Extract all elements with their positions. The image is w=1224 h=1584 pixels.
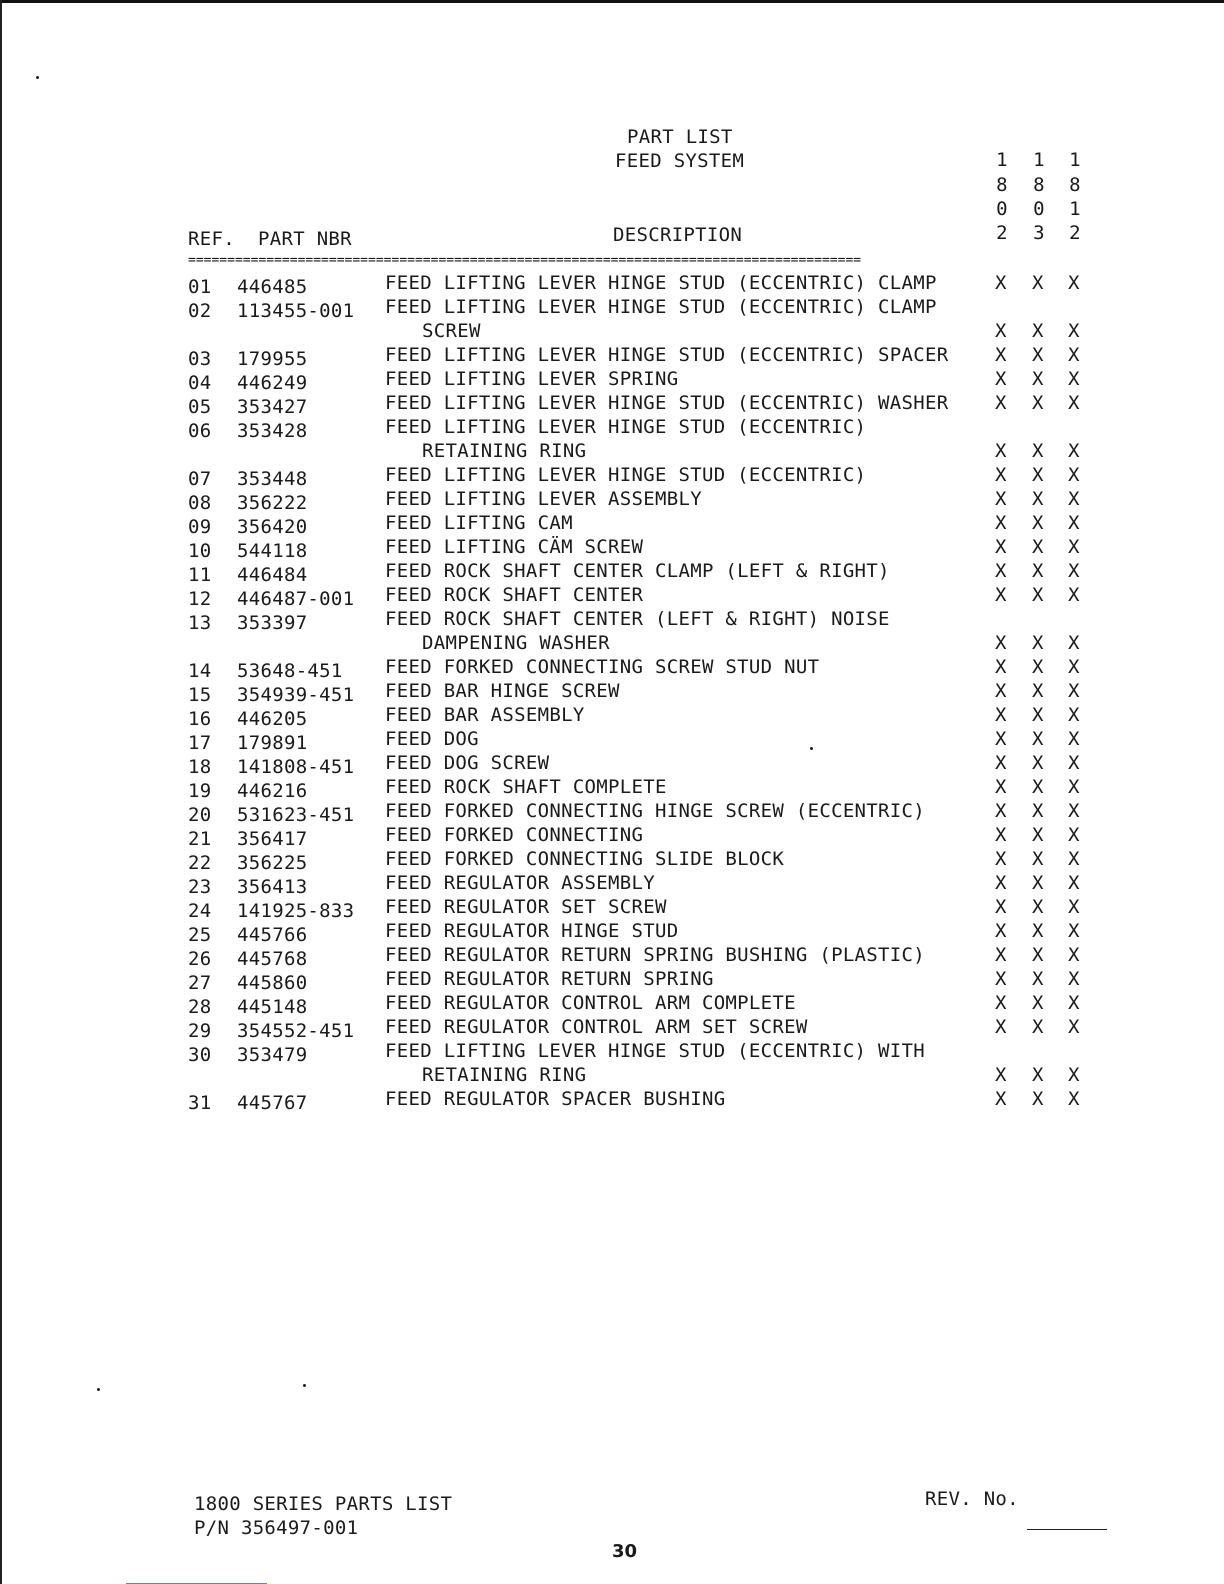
row-model-1812-mark: X bbox=[1068, 1064, 1080, 1086]
row-ref: 01 bbox=[188, 276, 212, 298]
row-description-continued: RETAINING RING bbox=[422, 440, 587, 462]
row-ref: 23 bbox=[188, 876, 212, 898]
row-ref: 26 bbox=[188, 948, 212, 970]
row-ref: 08 bbox=[188, 492, 212, 514]
top-border bbox=[0, 0, 1224, 3]
row-model-1803-mark: X bbox=[1032, 704, 1044, 726]
row-model-1803-mark: X bbox=[1032, 728, 1044, 750]
row-model-1812-mark: X bbox=[1068, 560, 1080, 582]
row-ref: 30 bbox=[188, 1044, 212, 1066]
row-description-continued: SCREW bbox=[422, 320, 481, 342]
row-model-1803-mark: X bbox=[1032, 848, 1044, 870]
row-ref: 10 bbox=[188, 540, 212, 562]
row-model-1802-mark: X bbox=[995, 1016, 1007, 1038]
row-model-1802-mark: X bbox=[995, 272, 1007, 294]
row-part-number: 445860 bbox=[237, 972, 308, 994]
page-title: PART LIST bbox=[627, 126, 733, 148]
row-model-1812-mark: X bbox=[1068, 344, 1080, 366]
row-model-1812-mark: X bbox=[1068, 440, 1080, 462]
row-part-number: 353428 bbox=[237, 420, 308, 442]
row-part-number: 531623-451 bbox=[237, 804, 355, 826]
row-model-1812-mark: X bbox=[1068, 992, 1080, 1014]
row-description: FEED LIFTING LEVER HINGE STUD (ECCENTRIC) WASHER bbox=[385, 392, 949, 414]
scan-speck bbox=[36, 76, 39, 79]
row-description: FEED BAR ASSEMBLY bbox=[385, 704, 585, 726]
model-digit: 1 bbox=[1069, 149, 1081, 171]
row-description: FEED LIFTING LEVER ASSEMBLY bbox=[385, 488, 702, 510]
row-part-number: 356413 bbox=[237, 876, 308, 898]
model-digit: 0 bbox=[1033, 198, 1045, 220]
row-part-number: 356222 bbox=[237, 492, 308, 514]
row-model-1802-mark: X bbox=[995, 368, 1007, 390]
row-model-1803-mark: X bbox=[1032, 464, 1044, 486]
row-part-number: 446487-001 bbox=[237, 588, 355, 610]
row-model-1803-mark: X bbox=[1032, 272, 1044, 294]
row-part-number: 356225 bbox=[237, 852, 308, 874]
model-digit: 8 bbox=[1069, 174, 1081, 196]
row-part-number: 446216 bbox=[237, 780, 308, 802]
row-description: FEED REGULATOR SPACER BUSHING bbox=[385, 1088, 726, 1110]
row-description: FEED LIFTING CÄM SCREW bbox=[385, 536, 644, 558]
row-part-number: 53648-451 bbox=[237, 660, 343, 682]
row-description: FEED LIFTING LEVER HINGE STUD (ECCENTRIC) SPACER bbox=[385, 344, 949, 366]
row-ref: 15 bbox=[188, 684, 212, 706]
row-ref: 14 bbox=[188, 660, 212, 682]
row-model-1802-mark: X bbox=[995, 848, 1007, 870]
row-description: FEED REGULATOR RETURN SPRING BUSHING (PLASTIC) bbox=[385, 944, 925, 966]
row-model-1802-mark: X bbox=[995, 992, 1007, 1014]
row-model-1802-mark: X bbox=[995, 1088, 1007, 1110]
row-model-1803-mark: X bbox=[1032, 944, 1044, 966]
row-model-1803-mark: X bbox=[1032, 680, 1044, 702]
row-model-1802-mark: X bbox=[995, 1064, 1007, 1086]
row-description: FEED ROCK SHAFT CENTER bbox=[385, 584, 644, 606]
row-part-number: 113455-001 bbox=[237, 300, 355, 322]
row-model-1802-mark: X bbox=[995, 488, 1007, 510]
row-model-1812-mark: X bbox=[1068, 584, 1080, 606]
model-digit: 1 bbox=[1069, 198, 1081, 220]
row-ref: 03 bbox=[188, 348, 212, 370]
row-ref: 07 bbox=[188, 468, 212, 490]
row-model-1812-mark: X bbox=[1068, 272, 1080, 294]
row-model-1803-mark: X bbox=[1032, 584, 1044, 606]
row-ref: 29 bbox=[188, 1020, 212, 1042]
row-ref: 18 bbox=[188, 756, 212, 778]
row-description: FEED LIFTING LEVER HINGE STUD (ECCENTRIC) bbox=[385, 416, 867, 438]
row-model-1812-mark: X bbox=[1068, 800, 1080, 822]
row-description: FEED REGULATOR RETURN SPRING bbox=[385, 968, 714, 990]
row-model-1812-mark: X bbox=[1068, 896, 1080, 918]
row-model-1803-mark: X bbox=[1032, 536, 1044, 558]
row-model-1802-mark: X bbox=[995, 704, 1007, 726]
row-model-1802-mark: X bbox=[995, 656, 1007, 678]
row-description: FEED LIFTING LEVER HINGE STUD (ECCENTRIC) bbox=[385, 464, 867, 486]
row-model-1802-mark: X bbox=[995, 920, 1007, 942]
row-description-continued: RETAINING RING bbox=[422, 1064, 587, 1086]
row-model-1802-mark: X bbox=[995, 872, 1007, 894]
row-description: FEED LIFTING LEVER HINGE STUD (ECCENTRIC) CLAMP bbox=[385, 296, 937, 318]
row-model-1803-mark: X bbox=[1032, 920, 1044, 942]
row-model-1802-mark: X bbox=[995, 896, 1007, 918]
row-model-1802-mark: X bbox=[995, 800, 1007, 822]
row-model-1803-mark: X bbox=[1032, 440, 1044, 462]
row-model-1812-mark: X bbox=[1068, 464, 1080, 486]
row-model-1802-mark: X bbox=[995, 968, 1007, 990]
row-model-1803-mark: X bbox=[1032, 512, 1044, 534]
row-model-1802-mark: X bbox=[995, 680, 1007, 702]
row-part-number: 141925-833 bbox=[237, 900, 355, 922]
row-model-1812-mark: X bbox=[1068, 368, 1080, 390]
row-description: FEED ROCK SHAFT COMPLETE bbox=[385, 776, 667, 798]
revision-blank bbox=[1027, 1529, 1107, 1530]
row-model-1802-mark: X bbox=[995, 584, 1007, 606]
row-ref: 04 bbox=[188, 372, 212, 394]
row-ref: 11 bbox=[188, 564, 212, 586]
row-model-1803-mark: X bbox=[1032, 824, 1044, 846]
row-part-number: 356420 bbox=[237, 516, 308, 538]
row-model-1803-mark: X bbox=[1032, 632, 1044, 654]
row-model-1803-mark: X bbox=[1032, 560, 1044, 582]
left-border bbox=[0, 0, 2, 1584]
row-part-number: 446484 bbox=[237, 564, 308, 586]
row-model-1803-mark: X bbox=[1032, 968, 1044, 990]
row-model-1803-mark: X bbox=[1032, 656, 1044, 678]
row-model-1802-mark: X bbox=[995, 320, 1007, 342]
row-model-1812-mark: X bbox=[1068, 656, 1080, 678]
row-model-1802-mark: X bbox=[995, 944, 1007, 966]
row-part-number: 446249 bbox=[237, 372, 308, 394]
row-description: FEED LIFTING CAM bbox=[385, 512, 573, 534]
row-model-1812-mark: X bbox=[1068, 1016, 1080, 1038]
row-model-1812-mark: X bbox=[1068, 704, 1080, 726]
row-model-1812-mark: X bbox=[1068, 392, 1080, 414]
row-description: FEED LIFTING LEVER SPRING bbox=[385, 368, 679, 390]
row-model-1803-mark: X bbox=[1032, 872, 1044, 894]
row-ref: 31 bbox=[188, 1092, 212, 1114]
row-part-number: 354939-451 bbox=[237, 684, 355, 706]
row-model-1803-mark: X bbox=[1032, 752, 1044, 774]
row-description: FEED LIFTING LEVER HINGE STUD (ECCENTRIC) WITH bbox=[385, 1040, 925, 1062]
row-ref: 27 bbox=[188, 972, 212, 994]
row-model-1812-mark: X bbox=[1068, 920, 1080, 942]
row-description: FEED BAR HINGE SCREW bbox=[385, 680, 620, 702]
footer-revision-label: REV. No. bbox=[925, 1488, 1019, 1510]
model-digit: 0 bbox=[996, 198, 1008, 220]
row-model-1803-mark: X bbox=[1032, 1016, 1044, 1038]
footer-series: 1800 SERIES PARTS LIST bbox=[194, 1493, 453, 1515]
row-ref: 25 bbox=[188, 924, 212, 946]
row-model-1803-mark: X bbox=[1032, 776, 1044, 798]
model-digit: 2 bbox=[996, 222, 1008, 244]
page-subtitle: FEED SYSTEM bbox=[615, 150, 745, 172]
row-model-1812-mark: X bbox=[1068, 536, 1080, 558]
row-description: FEED REGULATOR CONTROL ARM COMPLETE bbox=[385, 992, 796, 1014]
row-description: FEED FORKED CONNECTING SCREW STUD NUT bbox=[385, 656, 820, 678]
model-digit: 1 bbox=[1033, 149, 1045, 171]
row-model-1803-mark: X bbox=[1032, 1088, 1044, 1110]
model-digit: 8 bbox=[996, 174, 1008, 196]
model-digit: 8 bbox=[1033, 174, 1045, 196]
row-model-1812-mark: X bbox=[1068, 824, 1080, 846]
row-part-number: 445767 bbox=[237, 1092, 308, 1114]
row-model-1802-mark: X bbox=[995, 752, 1007, 774]
row-model-1812-mark: X bbox=[1068, 488, 1080, 510]
row-part-number: 445148 bbox=[237, 996, 308, 1018]
model-digit: 3 bbox=[1033, 222, 1045, 244]
row-model-1802-mark: X bbox=[995, 560, 1007, 582]
row-model-1812-mark: X bbox=[1068, 320, 1080, 342]
model-digit: 2 bbox=[1069, 222, 1081, 244]
row-part-number: 445766 bbox=[237, 924, 308, 946]
row-ref: 24 bbox=[188, 900, 212, 922]
row-model-1812-mark: X bbox=[1068, 968, 1080, 990]
row-model-1812-mark: X bbox=[1068, 872, 1080, 894]
column-header-part: PART NBR bbox=[258, 228, 352, 250]
row-description: FEED ROCK SHAFT CENTER (LEFT & RIGHT) NOISE bbox=[385, 608, 890, 630]
row-part-number: 446485 bbox=[237, 276, 308, 298]
row-model-1803-mark: X bbox=[1032, 392, 1044, 414]
footer-part-number: P/N 356497-001 bbox=[194, 1517, 359, 1539]
row-part-number: 141808-451 bbox=[237, 756, 355, 778]
row-model-1802-mark: X bbox=[995, 536, 1007, 558]
row-model-1812-mark: X bbox=[1068, 728, 1080, 750]
row-part-number: 353397 bbox=[237, 612, 308, 634]
scan-speck bbox=[97, 1388, 100, 1391]
row-ref: 06 bbox=[188, 420, 212, 442]
model-digit: 1 bbox=[996, 149, 1008, 171]
row-model-1803-mark: X bbox=[1032, 896, 1044, 918]
row-description: FEED REGULATOR SET SCREW bbox=[385, 896, 667, 918]
row-description: FEED REGULATOR CONTROL ARM SET SCREW bbox=[385, 1016, 808, 1038]
row-ref: 09 bbox=[188, 516, 212, 538]
row-model-1812-mark: X bbox=[1068, 776, 1080, 798]
header-separator: ====================================================================================== bbox=[188, 254, 862, 262]
row-ref: 19 bbox=[188, 780, 212, 802]
row-description: FEED FORKED CONNECTING HINGE SCREW (ECCENTRIC) bbox=[385, 800, 925, 822]
row-description: FEED FORKED CONNECTING bbox=[385, 824, 644, 846]
row-model-1812-mark: X bbox=[1068, 752, 1080, 774]
row-model-1812-mark: X bbox=[1068, 632, 1080, 654]
column-header-ref: REF. bbox=[188, 228, 235, 250]
row-description: FEED DOG SCREW bbox=[385, 752, 550, 774]
row-model-1812-mark: X bbox=[1068, 944, 1080, 966]
row-part-number: 179955 bbox=[237, 348, 308, 370]
row-ref: 13 bbox=[188, 612, 212, 634]
row-description: FEED REGULATOR HINGE STUD bbox=[385, 920, 679, 942]
row-model-1812-mark: X bbox=[1068, 680, 1080, 702]
row-model-1803-mark: X bbox=[1032, 1064, 1044, 1086]
row-description: FEED DOG bbox=[385, 728, 479, 750]
page-number: 30 bbox=[612, 1541, 638, 1562]
row-part-number: 445768 bbox=[237, 948, 308, 970]
row-model-1803-mark: X bbox=[1032, 368, 1044, 390]
row-model-1802-mark: X bbox=[995, 512, 1007, 534]
row-model-1802-mark: X bbox=[995, 464, 1007, 486]
row-model-1812-mark: X bbox=[1068, 848, 1080, 870]
row-description: FEED FORKED CONNECTING SLIDE BLOCK bbox=[385, 848, 785, 870]
row-ref: 22 bbox=[188, 852, 212, 874]
row-part-number: 544118 bbox=[237, 540, 308, 562]
scan-speck bbox=[303, 1384, 306, 1387]
row-description: FEED ROCK SHAFT CENTER CLAMP (LEFT & RIGHT) bbox=[385, 560, 890, 582]
column-header-description: DESCRIPTION bbox=[613, 224, 743, 246]
row-model-1802-mark: X bbox=[995, 776, 1007, 798]
row-model-1803-mark: X bbox=[1032, 344, 1044, 366]
row-model-1812-mark: X bbox=[1068, 512, 1080, 534]
row-model-1802-mark: X bbox=[995, 344, 1007, 366]
row-ref: 17 bbox=[188, 732, 212, 754]
row-model-1803-mark: X bbox=[1032, 320, 1044, 342]
row-part-number: 353448 bbox=[237, 468, 308, 490]
row-model-1803-mark: X bbox=[1032, 488, 1044, 510]
row-ref: 20 bbox=[188, 804, 212, 826]
row-model-1802-mark: X bbox=[995, 824, 1007, 846]
row-model-1812-mark: X bbox=[1068, 1088, 1080, 1110]
row-part-number: 353479 bbox=[237, 1044, 308, 1066]
row-description: FEED REGULATOR ASSEMBLY bbox=[385, 872, 655, 894]
row-model-1803-mark: X bbox=[1032, 992, 1044, 1014]
scan-speck bbox=[810, 747, 813, 750]
row-model-1802-mark: X bbox=[995, 632, 1007, 654]
row-part-number: 353427 bbox=[237, 396, 308, 418]
row-model-1802-mark: X bbox=[995, 440, 1007, 462]
row-part-number: 446205 bbox=[237, 708, 308, 730]
row-description: FEED LIFTING LEVER HINGE STUD (ECCENTRIC) CLAMP bbox=[385, 272, 937, 294]
row-ref: 16 bbox=[188, 708, 212, 730]
row-model-1802-mark: X bbox=[995, 392, 1007, 414]
row-ref: 02 bbox=[188, 300, 212, 322]
row-description-continued: DAMPENING WASHER bbox=[422, 632, 610, 654]
row-model-1803-mark: X bbox=[1032, 800, 1044, 822]
row-model-1802-mark: X bbox=[995, 728, 1007, 750]
row-ref: 05 bbox=[188, 396, 212, 418]
row-part-number: 354552-451 bbox=[237, 1020, 355, 1042]
row-part-number: 356417 bbox=[237, 828, 308, 850]
row-ref: 28 bbox=[188, 996, 212, 1018]
row-ref: 21 bbox=[188, 828, 212, 850]
row-ref: 12 bbox=[188, 588, 212, 610]
row-part-number: 179891 bbox=[237, 732, 308, 754]
